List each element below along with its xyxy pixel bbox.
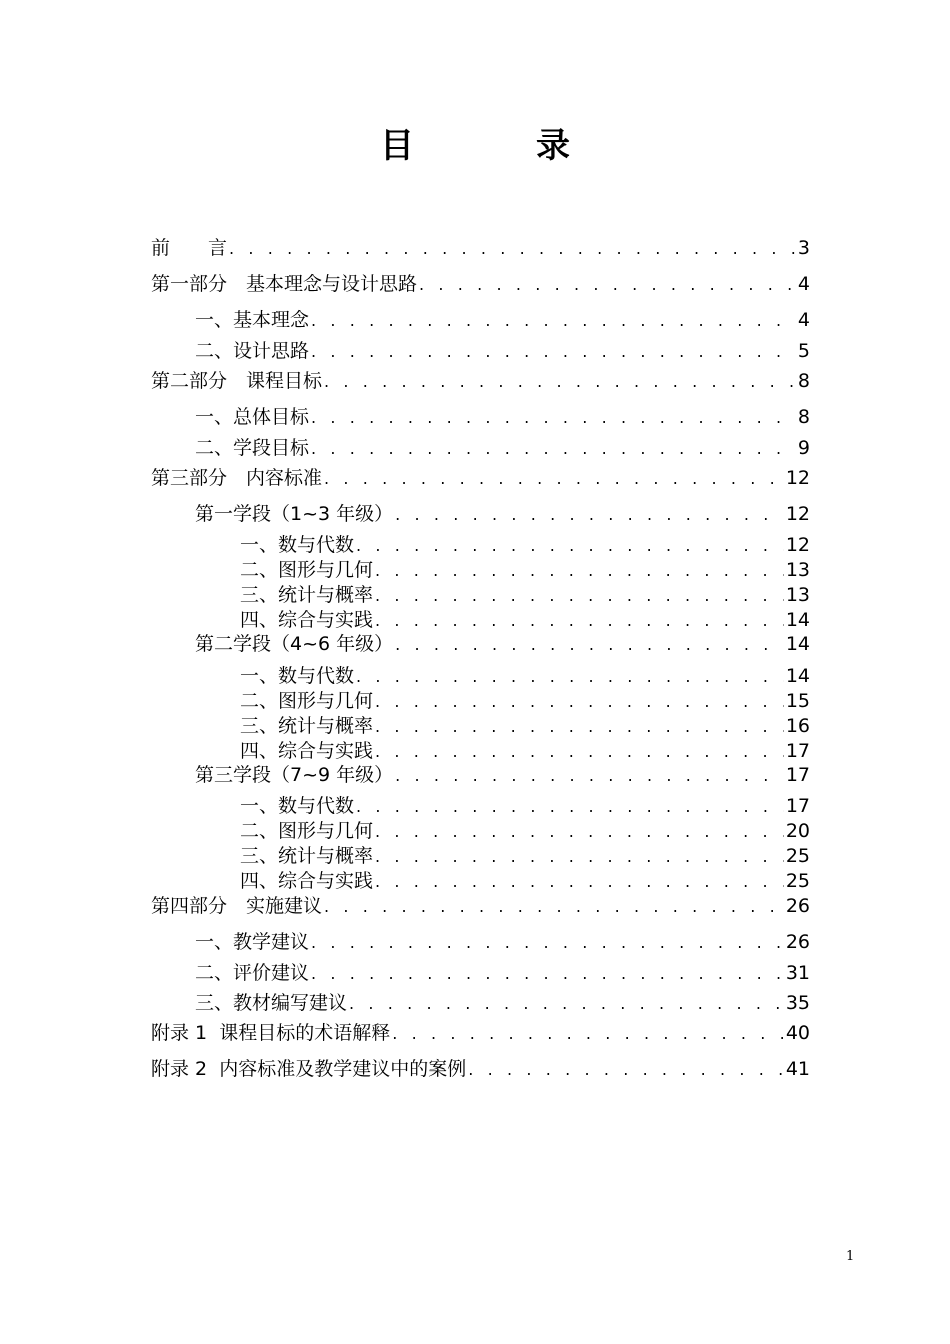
toc-entry-page: 17 [785, 795, 810, 817]
toc-entry[interactable] [195, 436, 810, 461]
toc-entry-page: 12 [785, 503, 810, 525]
toc-entry[interactable] [195, 991, 810, 1016]
toc-entry[interactable] [195, 502, 810, 527]
toc-entry[interactable] [240, 608, 810, 633]
toc-entry-page: 14 [785, 665, 810, 687]
toc-entry[interactable] [151, 1057, 810, 1082]
toc-dot-leader [356, 534, 784, 558]
toc-entry-label: 三、统计与概率 [240, 584, 374, 606]
toc-dot-leader [311, 931, 784, 955]
toc-entry-page: 9 [797, 437, 810, 459]
toc-entry-page: 13 [785, 584, 810, 606]
toc-dot-leader [356, 795, 784, 819]
toc-dot-leader [375, 845, 784, 869]
toc-entry-page: 26 [785, 931, 810, 953]
toc-entry[interactable] [195, 405, 810, 430]
toc-entry-page: 17 [785, 740, 810, 762]
toc-dot-leader [468, 1058, 784, 1082]
toc-entry-label: 二、图形与几何 [240, 820, 374, 842]
toc-entry[interactable] [240, 664, 810, 689]
toc-dot-leader [375, 559, 784, 583]
toc-entry-page: 16 [785, 715, 810, 737]
toc-entry-label: 四、综合与实践 [240, 740, 374, 762]
toc-entry-page: 25 [785, 845, 810, 867]
toc-entry-page: 5 [797, 340, 810, 362]
toc-entry-label: 二、图形与几何 [240, 559, 374, 581]
toc-entry-page: 17 [785, 764, 810, 786]
toc-entry-label: 二、评价建议 [195, 962, 310, 984]
toc-entry-label: 第三部分 内容标准 [151, 467, 323, 489]
toc-entry[interactable] [151, 369, 810, 394]
toc-entry[interactable] [195, 308, 810, 333]
toc-entry-label: 三、统计与概率 [240, 845, 374, 867]
toc-entry[interactable] [240, 689, 810, 714]
toc-entry[interactable] [195, 930, 810, 955]
toc-entry-page: 15 [785, 690, 810, 712]
page-number: 1 [846, 1249, 855, 1264]
toc-dot-leader [395, 503, 784, 527]
toc-dot-leader [311, 309, 796, 333]
toc-dot-leader [395, 764, 784, 788]
toc-dot-leader [324, 895, 784, 919]
toc-entry-page: 8 [797, 370, 810, 392]
toc-entry-page: 13 [785, 559, 810, 581]
toc-dot-leader [419, 273, 796, 297]
toc-entry[interactable] [151, 894, 810, 919]
toc-entry[interactable] [195, 961, 810, 986]
toc-entry[interactable] [151, 1021, 810, 1046]
toc-entry-label: 四、综合与实践 [240, 609, 374, 631]
toc-entry-page: 12 [785, 534, 810, 556]
toc-entry[interactable] [151, 466, 810, 491]
page-title: 目 录 [380, 126, 614, 166]
toc-entry[interactable] [240, 558, 810, 583]
toc-entry-label: 第二学段（4~6 年级） [195, 633, 394, 655]
toc-entry-label: 一、数与代数 [240, 534, 355, 556]
toc-entry-label: 一、数与代数 [240, 665, 355, 687]
toc-entry-label: 四、综合与实践 [240, 870, 374, 892]
toc-entry-page: 3 [797, 237, 810, 259]
toc-entry-label: 第一部分 基本理念与设计思路 [151, 273, 418, 295]
toc-entry-page: 4 [797, 273, 810, 295]
toc-entry-label: 第四部分 实施建议 [151, 895, 323, 917]
toc-entry-label: 二、学段目标 [195, 437, 310, 459]
toc-entry-label: 一、总体目标 [195, 406, 310, 428]
toc-entry-label: 附录 1 课程目标的术语解释 [151, 1022, 391, 1044]
toc-entry[interactable] [195, 339, 810, 364]
toc-entry-page: 14 [785, 633, 810, 655]
toc-dot-leader [311, 340, 796, 364]
toc-entry-page: 14 [785, 609, 810, 631]
toc-entry-page: 26 [785, 895, 810, 917]
toc-entry-label: 一、教学建议 [195, 931, 310, 953]
toc-dot-leader [311, 962, 784, 986]
toc-entry-page: 12 [785, 467, 810, 489]
toc-entry[interactable] [240, 533, 810, 558]
toc-entry-label: 一、基本理念 [195, 309, 310, 331]
toc-entry-page: 31 [785, 962, 810, 984]
toc-entry-page: 20 [785, 820, 810, 842]
toc-entry-page: 40 [785, 1022, 810, 1044]
toc-entry-page: 35 [785, 992, 810, 1014]
toc-entry[interactable] [240, 819, 810, 844]
toc-entry-label: 前 言 [151, 237, 228, 259]
toc-dot-leader [375, 870, 784, 894]
toc-entry-label: 第三学段（7~9 年级） [195, 764, 394, 786]
toc-entry-page: 4 [797, 309, 810, 331]
toc-dot-leader [375, 690, 784, 714]
toc-dot-leader [375, 820, 784, 844]
toc-entry-label: 三、统计与概率 [240, 715, 374, 737]
toc-entry[interactable] [151, 236, 810, 261]
toc-dot-leader [324, 467, 784, 491]
toc-dot-leader [324, 370, 796, 394]
toc-dot-leader [375, 584, 784, 608]
toc-dot-leader [311, 406, 796, 430]
toc-entry[interactable] [240, 869, 810, 894]
toc-entry[interactable] [195, 763, 810, 788]
toc-entry-page: 41 [785, 1058, 810, 1080]
toc-entry-label: 二、图形与几何 [240, 690, 374, 712]
toc-entry[interactable] [195, 632, 810, 657]
toc-dot-leader [311, 437, 796, 461]
toc-entry[interactable] [151, 272, 810, 297]
toc-dot-leader [229, 237, 796, 261]
toc-entry-page: 25 [785, 870, 810, 892]
toc-entry-page: 8 [797, 406, 810, 428]
toc-dot-leader [395, 633, 784, 657]
toc-dot-leader [375, 609, 784, 633]
toc-entry-label: 二、设计思路 [195, 340, 310, 362]
toc-dot-leader [375, 715, 784, 739]
toc-dot-leader [349, 992, 784, 1016]
toc-entry[interactable] [240, 714, 810, 739]
toc-entry-label: 附录 2 内容标准及教学建议中的案例 [151, 1058, 467, 1080]
toc-entry-label: 一、数与代数 [240, 795, 355, 817]
toc-entry-label: 三、教材编写建议 [195, 992, 348, 1014]
toc-entry-label: 第二部分 课程目标 [151, 370, 323, 392]
toc-dot-leader [375, 740, 784, 764]
toc-entry[interactable] [240, 794, 810, 819]
toc-entry-label: 第一学段（1~3 年级） [195, 503, 394, 525]
toc-entry[interactable] [240, 583, 810, 608]
toc-dot-leader [356, 665, 784, 689]
toc-dot-leader [392, 1022, 784, 1046]
toc-entry[interactable] [240, 739, 810, 764]
toc-entry[interactable] [240, 844, 810, 869]
